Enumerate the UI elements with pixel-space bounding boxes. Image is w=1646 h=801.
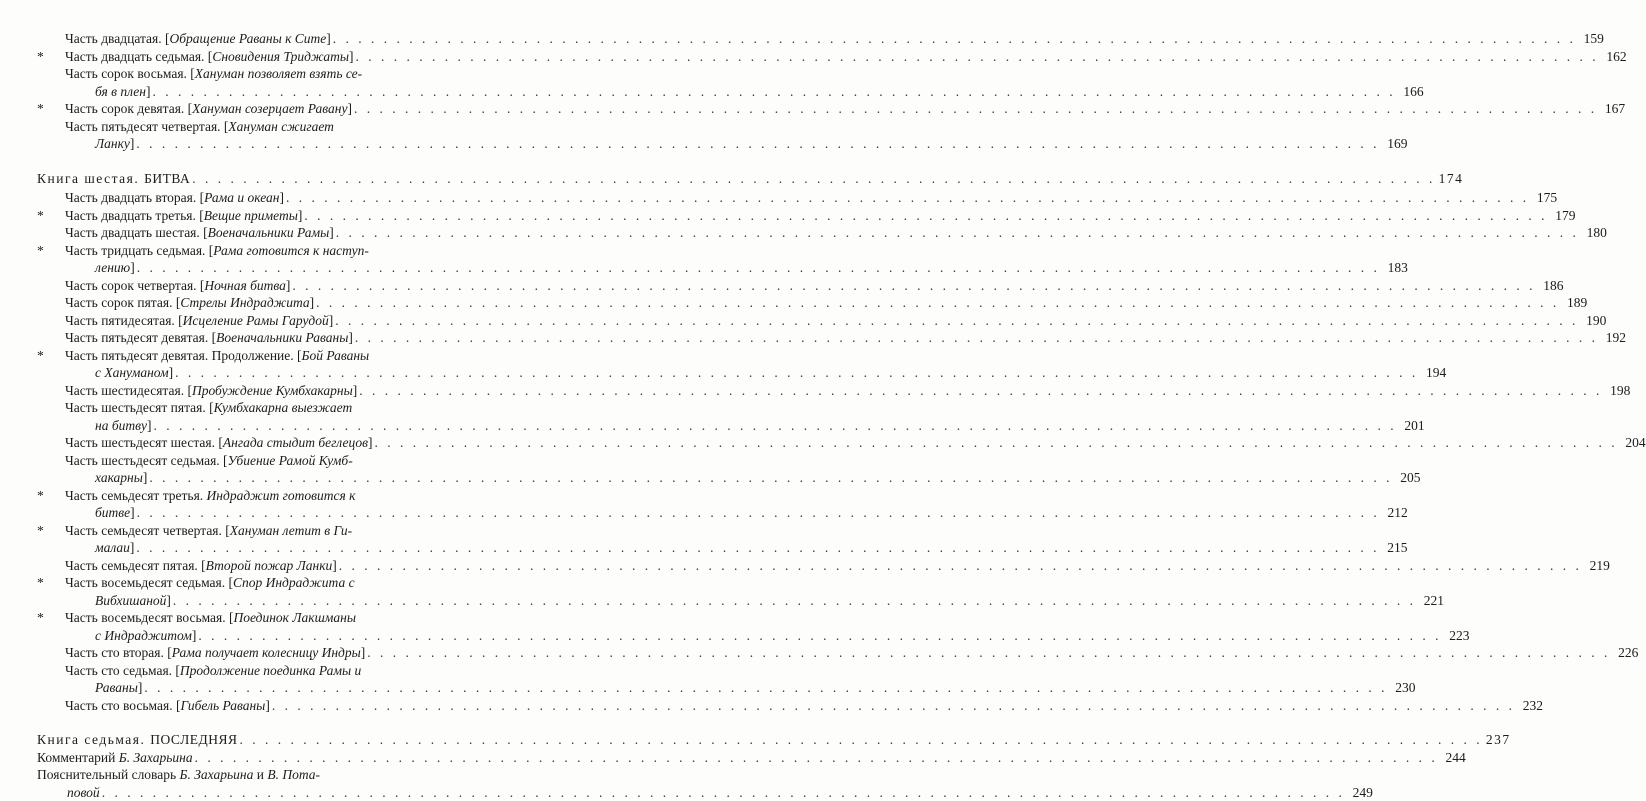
entry-bracket: ] xyxy=(347,101,352,116)
entry-subtitle: Спор Индраджита с xyxy=(233,575,355,590)
entry-bracket: ] xyxy=(348,330,353,345)
entry-part-label: Часть семьдесят пятая. [ xyxy=(65,558,206,573)
entry-bracket: ] xyxy=(169,365,174,380)
toc-entry xyxy=(37,329,469,347)
entry-star-mark: * xyxy=(37,609,44,627)
book-seven-prefix: Книга седьмая. xyxy=(37,732,145,747)
entry-subtitle: Вещие приметы xyxy=(204,208,298,223)
entry-subtitle: Сновидения Триджаты xyxy=(212,49,349,64)
toc-glossary xyxy=(37,766,469,801)
entry-page-number: 169 xyxy=(1382,135,1408,153)
entry-star-mark: * xyxy=(37,207,44,225)
entry-part-label: Часть двадцать седьмая. [ xyxy=(65,49,212,64)
glossary-page: 249 xyxy=(1347,784,1373,801)
toc-entry xyxy=(37,100,469,118)
entry-subtitle: Ангада стыдит беглецов xyxy=(223,435,368,450)
entry-subtitle: Гибель Раваны xyxy=(180,698,265,713)
entry-part-label: Часть двадцать шестая. [ xyxy=(65,225,208,240)
entry-subtitle: Убиение Рамой Кумб- xyxy=(228,453,353,468)
entry-subtitle: Индраджит готовится к xyxy=(207,488,356,503)
entry-subtitle-cont: бя в плен xyxy=(95,84,146,99)
toc-entry xyxy=(37,277,469,295)
entry-part-label: Часть двадцатая. [ xyxy=(65,31,170,46)
entry-part-label: Часть пятьдесят девятая. Продолжение. [ xyxy=(65,348,302,363)
book-seven-page: 237 xyxy=(1485,731,1511,749)
glossary-label: Пояснительный словарь xyxy=(37,767,180,782)
entry-page-number: 192 xyxy=(1600,329,1626,347)
entry-subtitle: Хануман созерцает Равану xyxy=(192,101,347,116)
entry-subtitle-cont: Раваны xyxy=(95,680,138,695)
entry-part-label: Часть шестьдесят пятая. [ xyxy=(65,400,214,415)
entry-subtitle: Хануман позволяет взять се- xyxy=(195,66,362,81)
toc-entry xyxy=(37,662,469,697)
glossary-author-2: В. Пота- xyxy=(267,767,320,782)
entry-page-number: 180 xyxy=(1581,224,1607,242)
entry-part-label: Часть сорок четвертая. [ xyxy=(65,278,204,293)
entry-part-label: Часть сто восьмая. [ xyxy=(65,698,180,713)
entry-subtitle-cont: лению xyxy=(95,260,130,275)
entry-part-label: Часть шестидесятая. [ xyxy=(65,383,192,398)
entry-subtitle: Стрелы Индраджита xyxy=(180,295,309,310)
toc-entry xyxy=(37,574,469,609)
entry-page-number: 183 xyxy=(1382,259,1408,277)
toc-entry xyxy=(37,487,469,522)
book-six-prefix: Книга шестая. xyxy=(37,171,139,186)
entry-bracket: ] xyxy=(279,190,284,205)
entry-subtitle-cont: битве xyxy=(95,505,130,520)
entry-subtitle: Военачальники Рамы xyxy=(208,225,330,240)
toc-entry xyxy=(37,65,469,100)
toc-entry xyxy=(37,399,469,434)
entry-part-label: Часть семьдесят третья. xyxy=(65,488,207,503)
entry-page-number: 223 xyxy=(1444,627,1470,645)
entry-page-number: 215 xyxy=(1382,539,1408,557)
entry-page-number: 201 xyxy=(1399,417,1425,435)
entry-part-label: Часть пятьдесят девятая. [ xyxy=(65,330,216,345)
entry-subtitle-cont: малаи xyxy=(95,540,130,555)
entry-subtitle-cont: Ланку xyxy=(95,136,130,151)
entry-bracket: ] xyxy=(298,208,303,223)
toc-commentary xyxy=(37,749,469,767)
entry-page-number: 219 xyxy=(1584,557,1610,575)
entry-subtitle: Исцеление Рамы Гарудой xyxy=(183,313,329,328)
entry-subtitle: Хануман летит в Ги- xyxy=(230,523,352,538)
entry-page-number: 198 xyxy=(1604,382,1630,400)
entry-subtitle: Ночная битва xyxy=(204,278,286,293)
entry-part-label: Часть сорок пятая. [ xyxy=(65,295,180,310)
entry-part-label: Часть шестьдесят седьмая. [ xyxy=(65,453,228,468)
entry-bracket: ] xyxy=(349,49,354,64)
glossary-and: и xyxy=(253,767,267,782)
entry-bracket: ] xyxy=(166,593,171,608)
toc-section-book6 xyxy=(37,189,469,714)
entry-star-mark: * xyxy=(37,48,44,66)
entry-page-number: 205 xyxy=(1395,469,1421,487)
entry-bracket: ] xyxy=(332,558,337,573)
commentary-page: 244 xyxy=(1440,749,1466,767)
entry-bracket: ] xyxy=(361,645,366,660)
entry-page-number: 190 xyxy=(1580,312,1606,330)
entry-bracket: ] xyxy=(138,680,143,695)
book-six-page: 174 xyxy=(1437,170,1463,188)
table-of-contents xyxy=(0,0,511,800)
entry-page-number: 230 xyxy=(1389,679,1415,697)
entry-subtitle-cont: Вибхишаной xyxy=(95,593,166,608)
entry-page-number: 194 xyxy=(1420,364,1446,382)
toc-book-seven xyxy=(37,731,469,749)
entry-star-mark: * xyxy=(37,522,44,540)
commentary-author: Б. Захарьина xyxy=(119,750,193,765)
entry-part-label: Часть двадцать третья. [ xyxy=(65,208,204,223)
entry-page-number: 212 xyxy=(1382,504,1408,522)
toc-entry xyxy=(37,294,469,312)
entry-part-label: Часть сорок восьмая. [ xyxy=(65,66,195,81)
commentary-label: Комментарий xyxy=(37,750,119,765)
book-seven-title: ПОСЛЕДНЯЯ xyxy=(150,732,237,747)
entry-subtitle: Рама готовится к наступ- xyxy=(213,243,369,258)
entry-part-label: Часть восемьдесят седьмая. [ xyxy=(65,575,233,590)
entry-bracket: ] xyxy=(143,470,148,485)
entry-bracket: ] xyxy=(146,84,151,99)
entry-page-number: 159 xyxy=(1578,30,1604,48)
entry-subtitle: Рама и океан xyxy=(204,190,279,205)
entry-star-mark: * xyxy=(37,242,44,260)
entry-bracket: ] xyxy=(310,295,315,310)
toc-entry xyxy=(37,434,469,452)
toc-section-book5-tail xyxy=(37,30,469,153)
entry-page-number: 166 xyxy=(1398,83,1424,101)
glossary-author-2-cont: повой xyxy=(67,785,100,800)
entry-subtitle-cont: хакарны xyxy=(95,470,143,485)
toc-entry xyxy=(37,347,469,382)
entry-subtitle-cont: с Индраджитом xyxy=(95,628,192,643)
entry-bracket: ] xyxy=(329,313,334,328)
entry-part-label: Часть пятьдесят четвертая. [ xyxy=(65,119,228,134)
entry-subtitle: Пробуждение Кумбхакарны xyxy=(192,383,353,398)
glossary-author-1: Б. Захарьина xyxy=(180,767,254,782)
entry-star-mark: * xyxy=(37,574,44,592)
entry-page-number: 226 xyxy=(1612,644,1638,662)
entry-bracket: ] xyxy=(130,260,135,275)
entry-part-label: Часть двадцать вторая. [ xyxy=(65,190,204,205)
entry-bracket: ] xyxy=(265,698,270,713)
entry-part-label: Часть сто седьмая. [ xyxy=(65,663,180,678)
entry-page-number: 162 xyxy=(1601,48,1627,66)
entry-bracket: ] xyxy=(130,505,135,520)
toc-entry xyxy=(37,557,469,575)
entry-subtitle-cont: на битву xyxy=(95,418,147,433)
entry-bracket: ] xyxy=(368,435,373,450)
entry-bracket: ] xyxy=(329,225,334,240)
entry-part-label: Часть сорок девятая. [ xyxy=(65,101,192,116)
entry-bracket: ] xyxy=(286,278,291,293)
toc-entry xyxy=(37,118,469,153)
toc-entry xyxy=(37,382,469,400)
toc-entry xyxy=(37,522,469,557)
entry-bracket: ] xyxy=(353,383,358,398)
entry-part-label: Часть тридцать седьмая. [ xyxy=(65,243,213,258)
entry-star-mark: * xyxy=(37,100,44,118)
entry-bracket: ] xyxy=(326,31,331,46)
entry-subtitle: Рама получает колесницу Индры xyxy=(172,645,361,660)
entry-page-number: 221 xyxy=(1418,592,1444,610)
entry-page-number: 175 xyxy=(1531,189,1557,207)
entry-subtitle-cont: с Хануманом xyxy=(95,365,169,380)
toc-entry xyxy=(37,609,469,644)
toc-entry xyxy=(37,48,469,66)
entry-page-number: 179 xyxy=(1549,207,1575,225)
entry-star-mark: * xyxy=(37,347,44,365)
entry-part-label: Часть сто вторая. [ xyxy=(65,645,172,660)
entry-subtitle: Поединок Лакшманы xyxy=(234,610,356,625)
entry-subtitle: Хануман сжигает xyxy=(228,119,334,134)
entry-part-label: Часть пятидесятая. [ xyxy=(65,313,183,328)
entry-bracket: ] xyxy=(192,628,197,643)
toc-entry xyxy=(37,30,469,48)
entry-part-label: Часть восемьдесят восьмая. [ xyxy=(65,610,234,625)
entry-bracket: ] xyxy=(147,418,152,433)
toc-entry xyxy=(37,224,469,242)
entry-subtitle: Обращение Раваны к Сите xyxy=(170,31,327,46)
entry-subtitle: Кумбхакарна выезжает xyxy=(214,400,353,415)
toc-entry xyxy=(37,189,469,207)
entry-page-number: 189 xyxy=(1561,294,1587,312)
entry-bracket: ] xyxy=(130,136,135,151)
toc-entry xyxy=(37,452,469,487)
toc-book-six xyxy=(37,170,469,188)
book-six-title: БИТВА xyxy=(144,171,190,186)
entry-subtitle: Продолжение поединка Рамы и xyxy=(180,663,361,678)
toc-entry xyxy=(37,312,469,330)
entry-part-label: Часть шестьдесят шестая. [ xyxy=(65,435,223,450)
entry-page-number: 167 xyxy=(1599,100,1625,118)
entry-subtitle: Военачальники Раваны xyxy=(216,330,348,345)
entry-page-number: 204 xyxy=(1620,434,1646,452)
toc-entry xyxy=(37,207,469,225)
toc-entry xyxy=(37,697,469,715)
entry-bracket: ] xyxy=(130,540,135,555)
entry-page-number: 232 xyxy=(1517,697,1543,715)
entry-subtitle: Бой Раваны xyxy=(302,348,370,363)
entry-part-label: Часть семьдесят четвертая. [ xyxy=(65,523,230,538)
entry-subtitle: Второй пожар Ланки xyxy=(206,558,333,573)
entry-page-number: 186 xyxy=(1538,277,1564,295)
entry-star-mark: * xyxy=(37,487,44,505)
toc-entry xyxy=(37,242,469,277)
toc-entry xyxy=(37,644,469,662)
